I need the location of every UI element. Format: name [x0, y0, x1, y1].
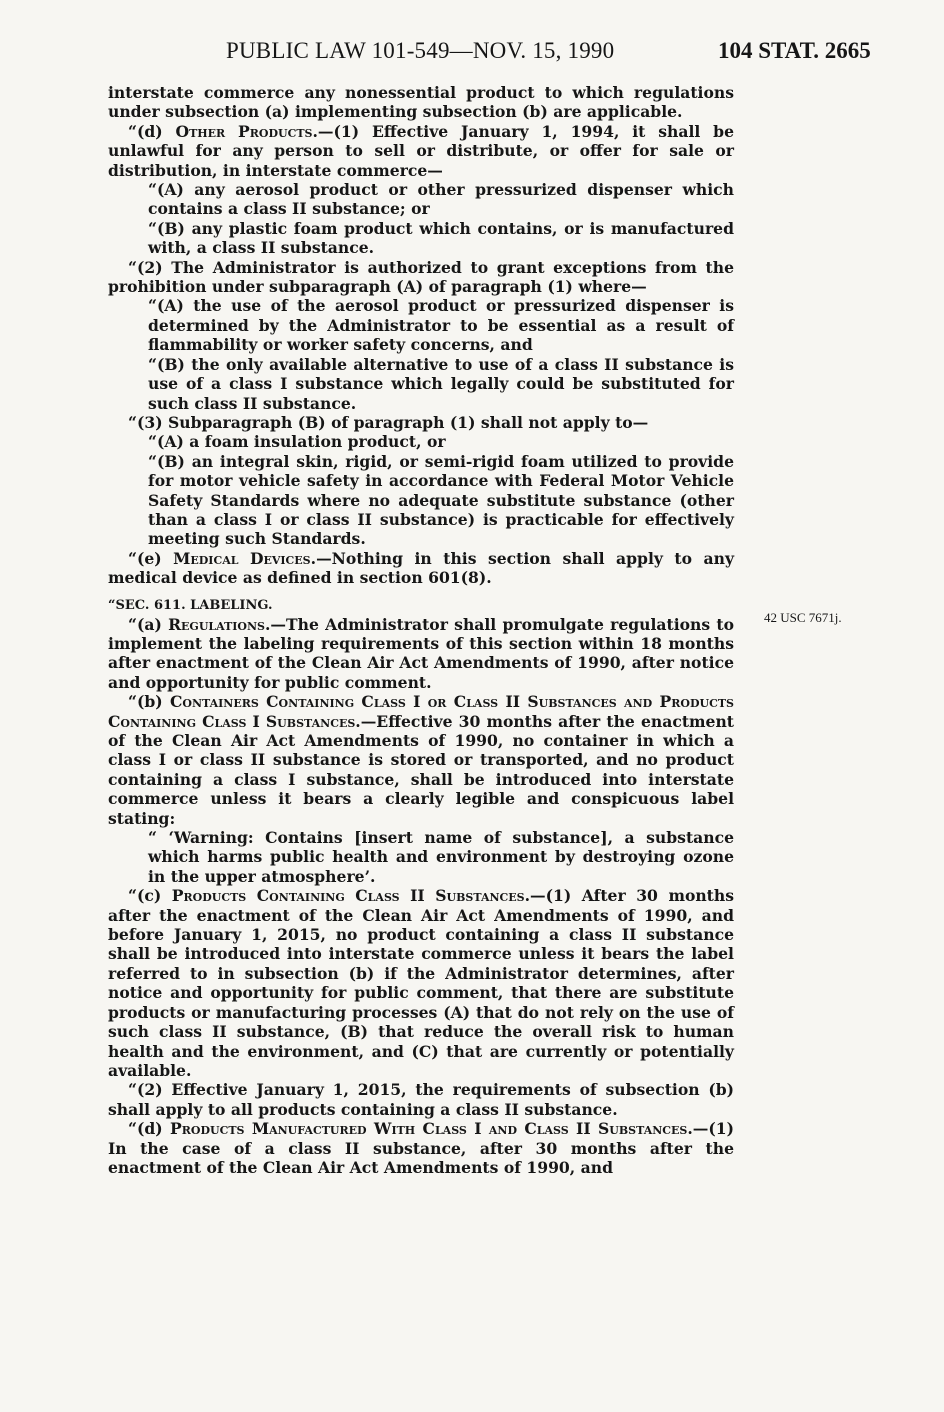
text-run: “(2) The Administrator is authorized to grant exceptions from the prohibition under subparagraph (A) of paragraph (1) where— — [108, 257, 734, 297]
text-run: .—(1) In the case of a class II substance, after 30 months after the enactment of the Clean Air Act Amendments of 1990, and — [108, 1119, 735, 1177]
paragraph — [148, 432, 734, 451]
text-run: “(B) an integral skin, rigid, or semi-rigid foam utilized to provide for motor vehicle safety in accordance with Federal Motor Vehicle Safety Standards where no adequate substitute substance (other than a class I or class II substance) is practicable for effectively meeting such Standards. — [148, 451, 734, 549]
text-run: “(a) — [128, 614, 169, 634]
paragraph — [108, 413, 734, 432]
text-run: “(A) any aerosol product or other pressurized dispenser which contains a class II substance; or — [148, 180, 734, 219]
caption-heading: Regulations — [168, 614, 265, 634]
paragraph — [108, 83, 734, 122]
page-header — [0, 38, 944, 74]
text-run: “(A) a foam insulation product, or — [148, 432, 446, 452]
text-run: “(b) — [128, 692, 170, 712]
body-text — [108, 83, 734, 1177]
caption-heading: Containers Containing Class I or Class II Substances and Products Containing Class I Substances — [108, 692, 734, 731]
section-heading — [108, 596, 734, 615]
text-run: .—The Administrator shall promulgate regulations to implement the labeling requirements of this section within 18 months after enactment of the Clean Air Act Amendments of 1990, after notice and opportunity for public comment. — [108, 614, 734, 692]
text-run: .—(1) After 30 months after the enactment of the Clean Air Act Amendments of 1990, and before January 1, 2015, no product containing a class II substance shall be introduced into interstate commerce unless it bears the label referred to in subsection (b) if the Administrator determines, after notice and opportunity for public comment, that there are substitute products or manufacturing processes (A) that do not rely on the use of such class II substance, (B) that reduce the overall risk to human health and the environment, and (C) that are currently or potentially available. — [108, 886, 734, 1080]
text-run: “(B) any plastic foam product which contains, or is manufactured with, a class II substance. — [148, 218, 734, 258]
paragraph — [108, 1119, 734, 1177]
paragraph — [108, 886, 734, 1080]
text-run: “(A) the use of the aerosol product or pressurized dispenser is determined by the Administrator to be essential as a result of flammability or worker safety concerns, and — [148, 296, 734, 355]
paragraph — [148, 296, 734, 354]
paragraph — [148, 180, 734, 219]
caption-heading: Products Containing Class II Substances — [171, 886, 525, 906]
paragraph — [108, 615, 734, 693]
text-run: “(d) — [128, 121, 176, 141]
paragraph — [148, 828, 734, 886]
caption-heading: Other Products — [175, 121, 313, 141]
page-number: 104 STAT. 2665 — [718, 38, 871, 63]
text-run: .—(1) Effective January 1, 1994, it shall be unlawful for any person to sell or distribute, or offer for sale or distribution, in interstate commerce— — [108, 121, 734, 180]
text-run: “SEC. 611. LABELING. — [108, 597, 273, 613]
paragraph — [108, 122, 734, 180]
paragraph — [108, 549, 734, 588]
text-run: “(B) the only available alternative to use of a class II substance is use of a class I substance which legally could be substituted for such class II substance. — [148, 354, 734, 413]
text-run: .—Effective 30 months after the enactment of the Clean Air Act Amendments of 1990, no container in which a class I or class II substance is stored or transported, and no product containing a class I substance, shall be introduced into interstate commerce unless it bears a clearly legible and conspicuous label stating: — [108, 711, 734, 828]
paragraph — [148, 355, 734, 413]
text-run: “(c) — [128, 886, 172, 906]
paragraph — [148, 452, 734, 549]
text-run: “(e) — [128, 548, 174, 568]
paragraph — [108, 692, 734, 828]
text-run: “ ‘Warning: Contains [insert name of substance], a substance which harms public health and environment by destroying ozone in the upper atmosphere’. — [148, 828, 734, 886]
paragraph — [148, 219, 734, 258]
paragraph — [108, 258, 734, 297]
header-title: PUBLIC LAW 101-549—NOV. 15, 1990 — [226, 38, 615, 63]
caption-heading: Products Manufactured With Class I and Class II Substances — [170, 1119, 688, 1139]
text-run: “(3) Subparagraph (B) of paragraph (1) shall not apply to— — [128, 412, 649, 432]
text-run: “(d) — [128, 1119, 170, 1139]
caption-heading: Medical Devices — [173, 548, 311, 568]
text-run: .—Nothing in this section shall apply to any medical device as defined in section 601(8). — [108, 548, 734, 588]
text-run: interstate commerce any nonessential product to which regulations under subsection (a) implementing subsection (b) are applicable. — [108, 83, 734, 122]
text-run: “(2) Effective January 1, 2015, the requirements of subsection (b) shall apply to all products containing a class II substance. — [108, 1080, 734, 1119]
paragraph — [108, 1080, 734, 1119]
margin-citation: 42 USC 7671j. — [764, 610, 842, 625]
